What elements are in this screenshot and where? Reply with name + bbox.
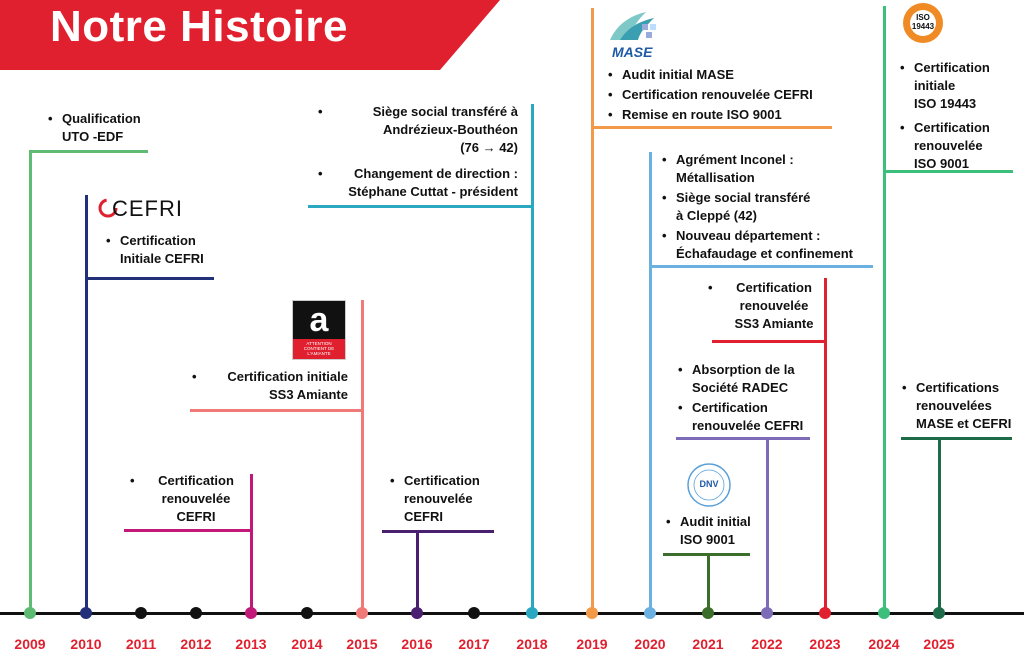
event-2020 [660, 151, 890, 265]
cefri-logo-icon [98, 196, 188, 220]
event-2023 [706, 279, 826, 335]
event-item: • Agrément Inconel : Métallisation [676, 151, 890, 187]
event-2022 [676, 361, 826, 437]
event-2018 [316, 103, 518, 203]
connector-vertical-2013 [250, 474, 253, 612]
connector-vertical-2009 [29, 150, 32, 612]
year-label-2023: 2023 [809, 636, 841, 652]
asbestos-warning-icon [292, 300, 346, 360]
timeline-axis [0, 612, 1024, 615]
connector-horizontal-2018 [308, 205, 532, 208]
year-label-2022: 2022 [751, 636, 783, 652]
connector-vertical-2020 [649, 152, 652, 612]
year-label-2024: 2024 [868, 636, 900, 652]
connector-horizontal-2022 [676, 437, 810, 440]
cefri-logo-text: CEFRI [112, 196, 183, 221]
iso-19443-seal-icon [902, 2, 944, 44]
event-item: • Audit initial ISO 9001 [680, 513, 784, 549]
dnv-logo-text: DNV [699, 479, 719, 489]
connector-vertical-2021 [707, 553, 710, 612]
year-label-2025: 2025 [923, 636, 955, 652]
connector-horizontal-2013 [124, 529, 251, 532]
dnv-certification-seal-icon [686, 462, 732, 508]
year-label-2009: 2009 [14, 636, 46, 652]
connector-vertical-2025 [938, 437, 941, 612]
year-label-2015: 2015 [346, 636, 378, 652]
connector-horizontal-2023 [712, 340, 825, 343]
connector-vertical-2019 [591, 8, 594, 612]
mase-logo-text: MASE [612, 44, 653, 60]
connector-horizontal-2019 [592, 126, 832, 129]
connector-vertical-2010 [85, 195, 88, 612]
event-item: • Certification renouvelée CEFRI [144, 472, 248, 526]
event-item: • Certification renouvelée ISO 9001 [914, 119, 1018, 173]
event-item: • Certification renouvelée CEFRI [404, 472, 508, 526]
event-item: • Absorption de la Société RADEC [692, 361, 826, 397]
ss3-logo-caption: ATTENTION CONTIENT DE L'AMIANTE [293, 339, 345, 359]
connector-horizontal-2009 [30, 150, 148, 153]
mase-logo-icon [602, 6, 666, 60]
event-2009 [46, 110, 166, 148]
connector-horizontal-2015 [190, 409, 362, 412]
year-label-2021: 2021 [692, 636, 724, 652]
timeline-dot-2012 [190, 607, 202, 619]
year-label-2010: 2010 [70, 636, 102, 652]
page-title: Notre Histoire [50, 2, 348, 51]
timeline-dot-2011 [135, 607, 147, 619]
event-item: • Certification renouvelée SS3 Amiante [722, 279, 826, 333]
event-2015 [190, 368, 348, 406]
year-label-2019: 2019 [576, 636, 608, 652]
year-label-2020: 2020 [634, 636, 666, 652]
year-label-2012: 2012 [180, 636, 212, 652]
event-item: • Certifications renouvelées MASE et CEFRI [916, 379, 1020, 433]
event-item: • Audit initial MASE [622, 66, 846, 84]
event-item: • Certification renouvelée CEFRI [692, 399, 826, 435]
connector-vertical-2015 [361, 300, 364, 612]
ss3-logo-letter: a [309, 301, 329, 339]
event-item: • Changement de direction : Stéphane Cuttat - président [332, 165, 518, 201]
year-label-2016: 2016 [401, 636, 433, 652]
event-item: • Certification initiale SS3 Amiante [206, 368, 348, 404]
connector-horizontal-2025 [901, 437, 1012, 440]
event-item: • Nouveau département : Échafaudage et confinement [676, 227, 890, 263]
connector-vertical-2024 [883, 6, 886, 612]
timeline-dot-2014 [301, 607, 313, 619]
connector-horizontal-2010 [86, 277, 214, 280]
event-item: • Certification initiale ISO 19443 [914, 59, 1018, 113]
event-item: • Siège social transféré à Andrézieux-Bouthéon (76 → 42) [332, 103, 518, 157]
year-label-2018: 2018 [516, 636, 548, 652]
connector-vertical-2016 [416, 530, 419, 612]
event-item: • Qualification UTO -EDF [62, 110, 166, 146]
event-2010 [104, 232, 224, 270]
iso-logo-top: ISO [916, 13, 930, 22]
iso-logo-number: 19443 [911, 22, 935, 31]
event-item: • Certification renouvelée CEFRI [622, 86, 846, 104]
year-label-2013: 2013 [235, 636, 267, 652]
connector-horizontal-2021 [663, 553, 750, 556]
event-item: • Remise en route ISO 9001 [622, 106, 846, 124]
year-label-2017: 2017 [458, 636, 490, 652]
connector-horizontal-2020 [650, 265, 873, 268]
event-2024 [898, 59, 1018, 175]
event-item: • Certification Initiale CEFRI [120, 232, 224, 268]
year-label-2014: 2014 [291, 636, 323, 652]
year-label-2011: 2011 [125, 636, 157, 652]
event-2019 [606, 66, 846, 126]
event-2016 [388, 472, 508, 528]
event-2021 [664, 513, 784, 551]
timeline-dot-2017 [468, 607, 480, 619]
connector-vertical-2018 [531, 104, 534, 612]
event-item: • Siège social transféré à Cleppé (42) [676, 189, 890, 225]
event-2025 [900, 379, 1020, 435]
event-2013 [128, 472, 248, 528]
connector-horizontal-2016 [382, 530, 494, 533]
